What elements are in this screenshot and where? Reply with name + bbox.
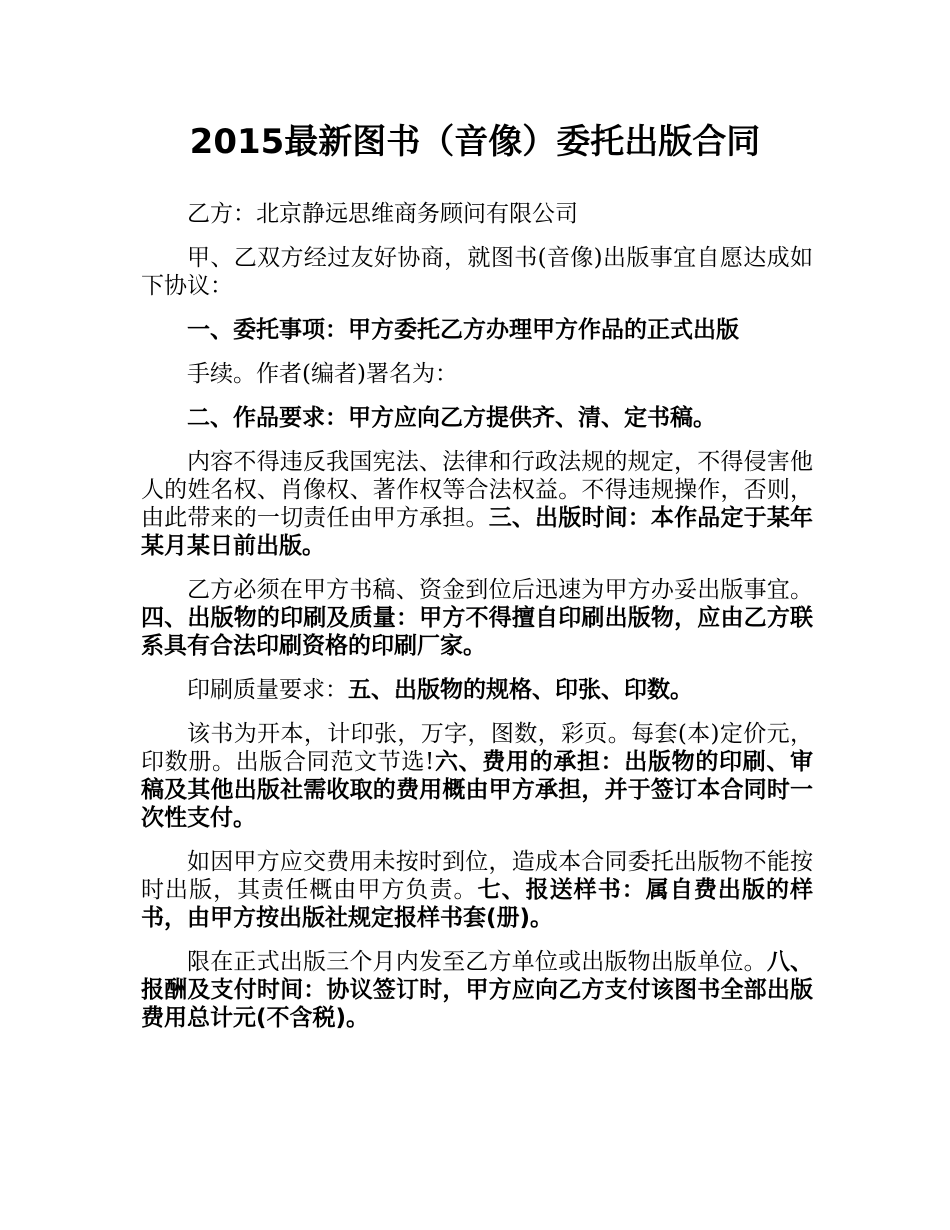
text-run-bold: 三、出版时间：本作品定于某年某月某日前出版。	[141, 505, 814, 559]
text-run-bold: 八、报酬及支付时间：协议签订时，甲方应向乙方支付该图书全部出版费用总计元(不含税)。	[141, 949, 814, 1031]
text-run-bold: 七、报送样书：属自费出版的样书，由甲方按出版社规定报样书套(册)。	[141, 877, 814, 931]
paragraph-party-b	[141, 200, 813, 228]
text-run: 乙方：北京静远思维商务顾问有限公司	[187, 201, 578, 227]
text-run-bold: 五、出版物的规格、印张、印数。	[348, 677, 693, 703]
text-run: 内容不得违反我国宪法、法律和行政法规的规定，不得侵害他人的姓名权、肖像权、著作权等合法权益。不得违规操作，否则，由此带来的一切责任由甲方承担。	[141, 449, 813, 531]
paragraph-clause-4-body	[141, 676, 813, 704]
document-body	[141, 200, 813, 1048]
paragraph-clause-5-body	[141, 720, 813, 832]
paragraph-clause-2-body	[141, 448, 813, 560]
paragraph-clause-7-body	[141, 948, 813, 1032]
text-run: 印刷质量要求：	[187, 677, 348, 703]
paragraph-intro	[141, 244, 813, 300]
paragraph-clause-3-body	[141, 576, 813, 660]
document-title: 2015最新图书（音像）委托出版合同	[189, 122, 761, 162]
text-run-bold: 四、出版物的印刷及质量：甲方不得擅自印刷出版物，应由乙方联系具有合法印刷资格的印刷厂家。	[141, 605, 813, 659]
text-run-bold: 二、作品要求：甲方应向乙方提供齐、清、定书稿。	[187, 405, 716, 431]
paragraph-clause-6-body	[141, 848, 813, 932]
text-run-bold: 六、费用的承担：出版物的印刷、审稿及其他出版社需收取的费用概由甲方承担，并于签订本合同时一次性支付。	[141, 749, 813, 831]
paragraph-clause-1-body	[141, 360, 813, 388]
paragraph-clause-2-heading	[141, 404, 813, 432]
text-run-bold: 一、委托事项：甲方委托乙方办理甲方作品的正式出版	[187, 317, 739, 343]
text-run: 如因甲方应交费用未按时到位，造成本合同委托出版物不能按时出版，其责任概由甲方负责。	[141, 849, 813, 903]
text-run: 限在正式出版三个月内发至乙方单位或出版物出版单位。	[187, 949, 767, 975]
text-run: 乙方必须在甲方书稿、资金到位后迅速为甲方办妥出版事宜。	[187, 577, 813, 603]
text-run: 该书为开本，计印张，万字，图数，彩页。每套(本)定价元，印数册。出版合同范文节选!	[141, 721, 813, 775]
text-run: 手续。作者(编者)署名为：	[187, 361, 458, 387]
paragraph-clause-1-heading	[141, 316, 813, 344]
text-run: 甲、乙双方经过友好协商，就图书(音像)出版事宜自愿达成如下协议：	[141, 245, 813, 299]
